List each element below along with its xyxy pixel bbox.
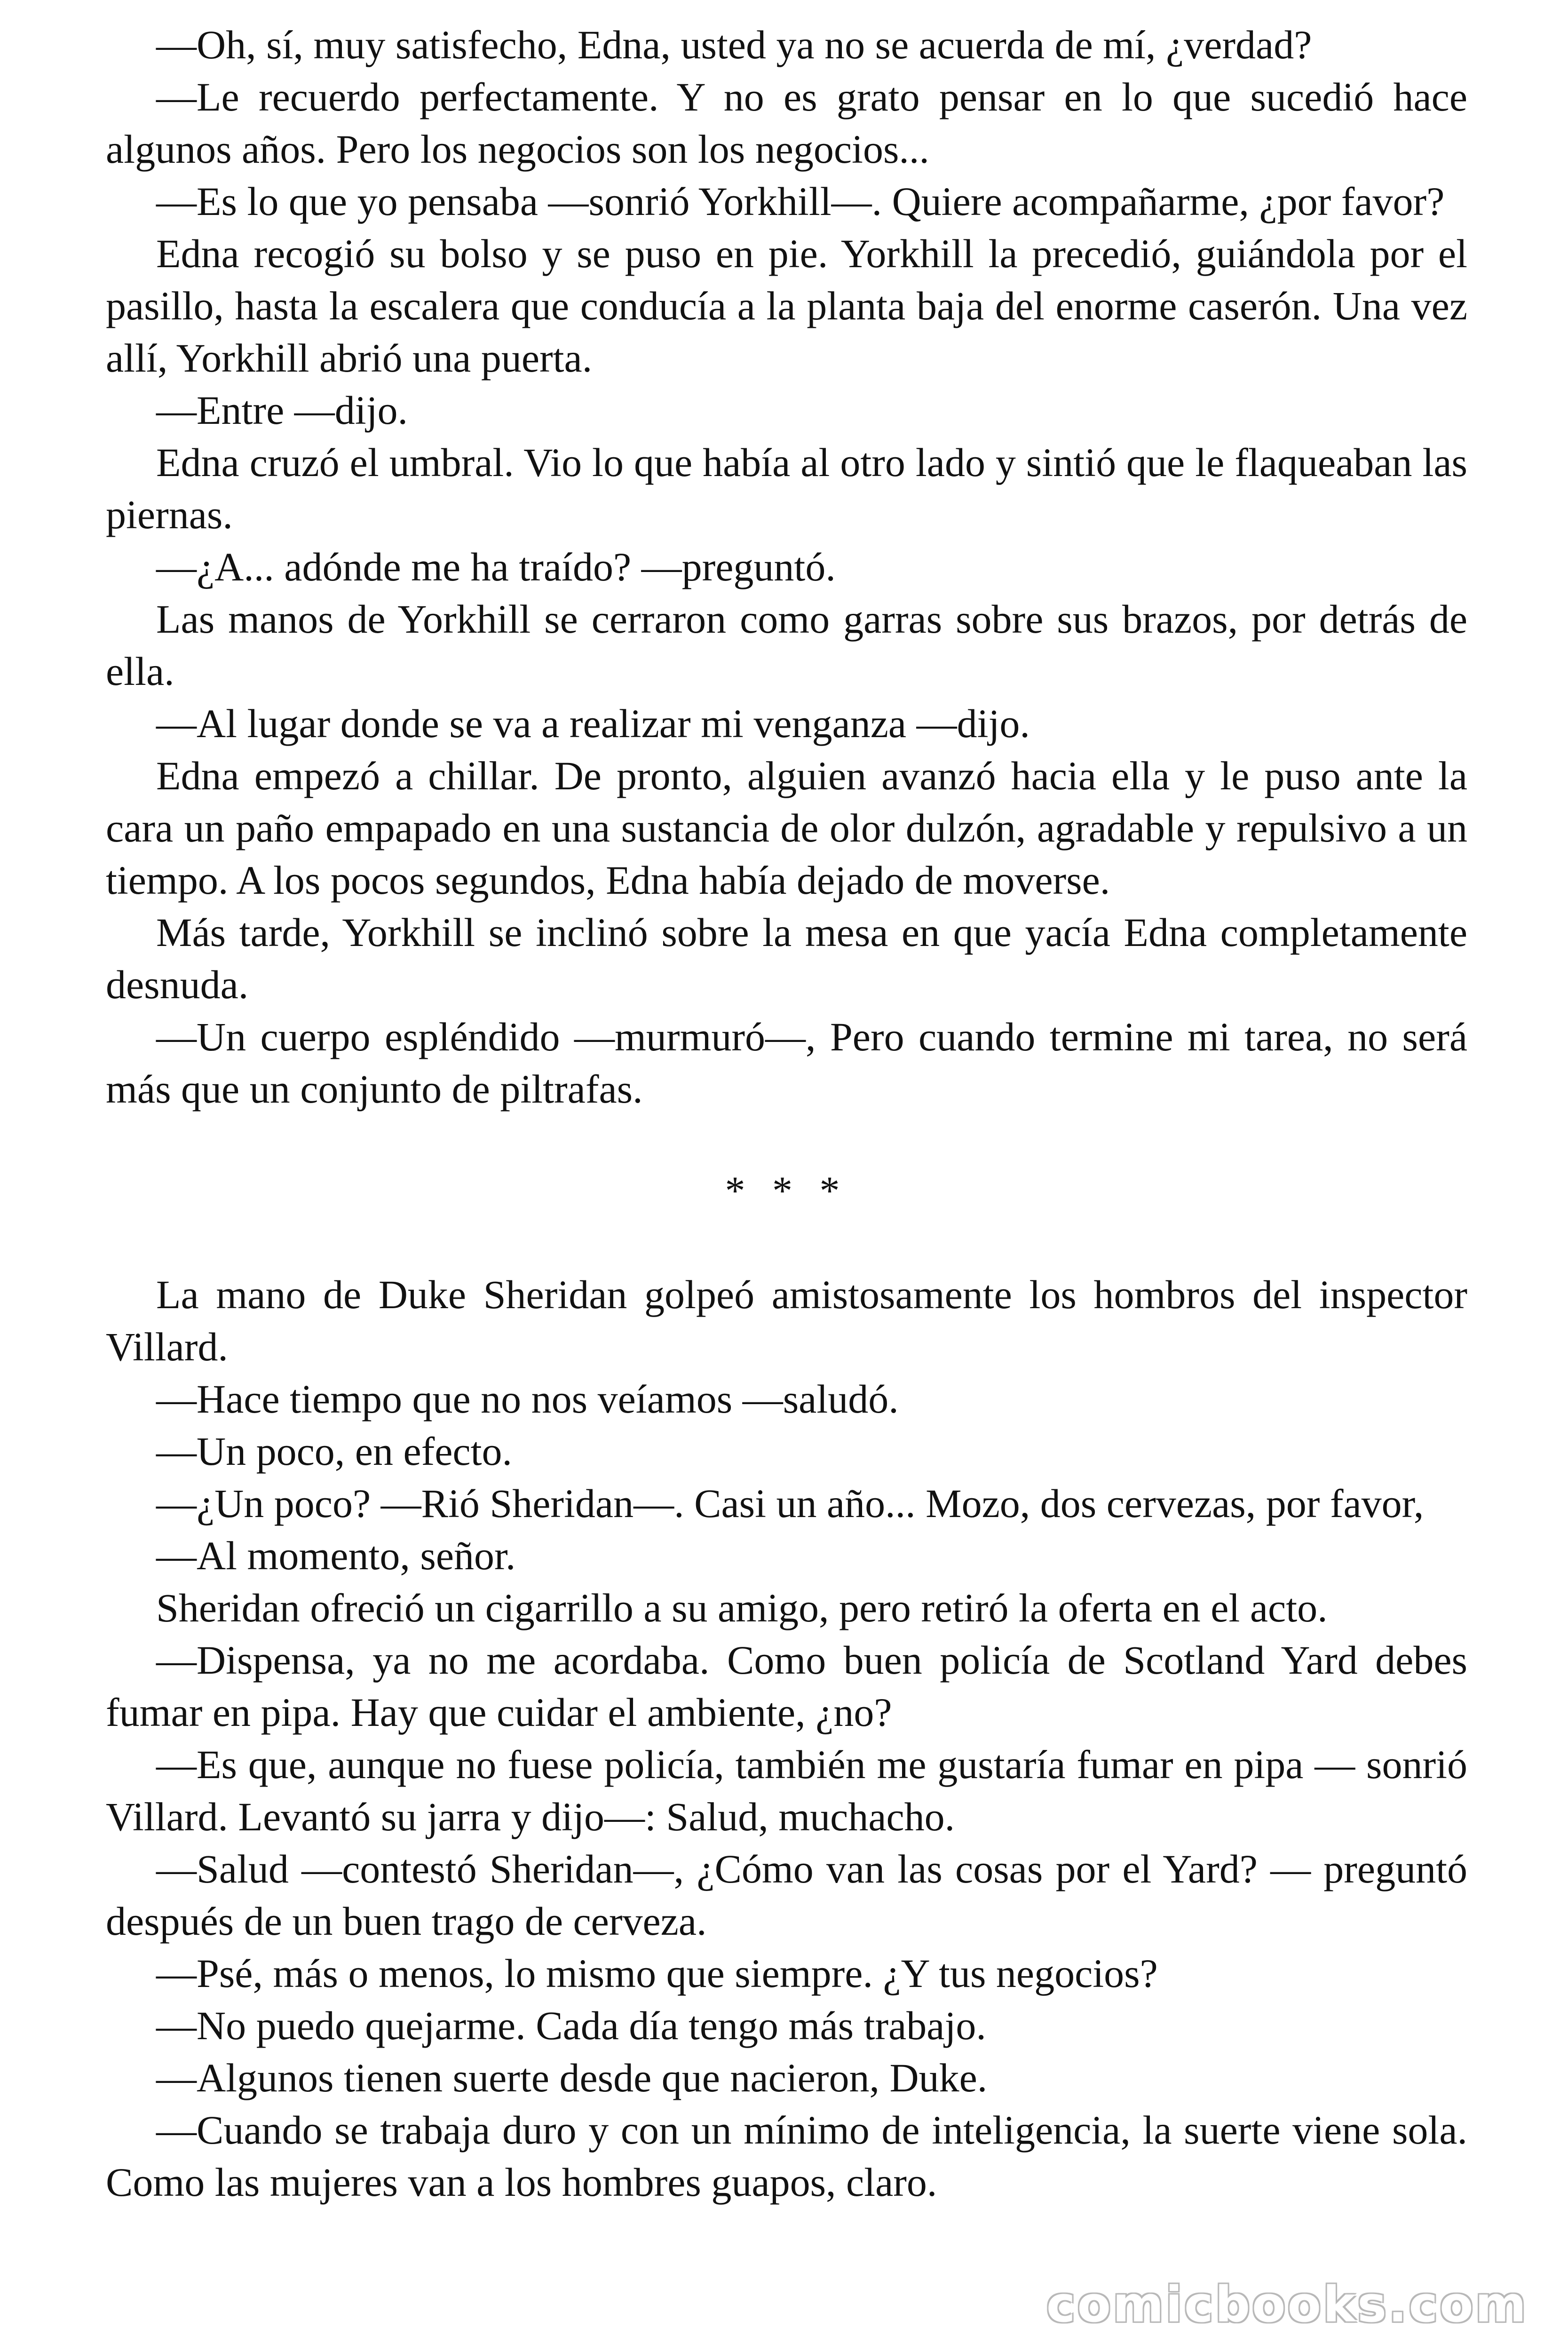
paragraph: —Entre —dijo. [156,388,408,433]
paragraph: —Al lugar donde se va a realizar mi venganza —dijo. [156,701,1030,746]
paragraph: Edna empezó a chillar. De pronto, alguien avanzó hacia ella y le puso ante la cara un paño empapado en una sustancia de olor dulzón, agradable y repulsivo a un tiempo. A los pocos segundos, Edna había dejado de moverse. [106,753,1467,903]
paragraph: —No puedo quejarme. Cada día tengo más trabajo. [156,2003,986,2048]
paragraph: Las manos de Yorkhill se cerraron como garras sobre sus brazos, por detrás de ella. [106,596,1467,694]
paragraph: —Le recuerdo perfectamente. Y no es grato pensar en lo que sucedió hace algunos años. Pero los negocios son los negocios... [106,74,1467,172]
paragraph: —Hace tiempo que no nos veíamos —saludó. [156,1376,899,1422]
paragraph: —Un cuerpo espléndido —murmuró—, Pero cuando termine mi tarea, no será más que un conjunto de piltrafas. [106,1014,1467,1112]
paragraph: —Cuando se trabaja duro y con un mínimo de inteligencia, la suerte viene sola. Como las mujeres van a los hombres guapos, claro. [106,2107,1467,2205]
paragraph: —¿A... adónde me ha traído? —preguntó. [156,544,836,589]
watermark: comicbooks.com [1046,2276,1528,2333]
paragraph: —Algunos tienen suerte desde que nacieron, Duke. [156,2055,988,2100]
section-break: * * * [725,1168,848,1213]
paragraph: Más tarde, Yorkhill se inclinó sobre la mesa en que yacía Edna completamente desnuda. [106,910,1467,1007]
paragraph: Edna recogió su bolso y se puso en pie. Yorkhill la precedió, guiándola por el pasillo, hasta la escalera que conducía a la planta baja del enorme caserón. Una vez allí, Yorkhill abrió una puerta. [106,231,1467,381]
paragraph: Sheridan ofreció un cigarrillo a su amigo, pero retiró la oferta en el acto. [156,1585,1328,1630]
paragraph: —Psé, más o menos, lo mismo que siempre. ¿Y tus negocios? [156,1951,1158,1996]
paragraph: —Dispensa, ya no me acordaba. Como buen policía de Scotland Yard debes fumar en pipa. Hay que cuidar el ambiente, ¿no? [106,1637,1467,1735]
paragraph: Edna cruzó el umbral. Vio lo que había al otro lado y sintió que le flaqueaban las piernas. [106,440,1467,537]
paragraph: —Un poco, en efecto. [156,1429,512,1474]
paragraph: —Salud —contestó Sheridan—, ¿Cómo van las cosas por el Yard? — preguntó después de un buen trago de cerveza. [106,1846,1467,1944]
paragraph: La mano de Duke Sheridan golpeó amistosamente los hombros del inspector Villard. [106,1272,1467,1369]
paragraph: —Al momento, señor. [156,1533,516,1578]
page-text [106,19,1467,2209]
paragraph: —Es que, aunque no fuese policía, también me gustaría fumar en pipa — sonrió Villard. Levantó su jarra y dijo—: Salud, muchacho. [106,1742,1467,1839]
paragraph: —¿Un poco? —Rió Sheridan—. Casi un año... Mozo, dos cervezas, por favor, [156,1481,1424,1526]
paragraph: —Es lo que yo pensaba —sonrió Yorkhill—. Quiere acompañarme, ¿por favor? [156,179,1445,224]
paragraph: —Oh, sí, muy satisfecho, Edna, usted ya no se acuerda de mí, ¿verdad? [156,22,1312,67]
